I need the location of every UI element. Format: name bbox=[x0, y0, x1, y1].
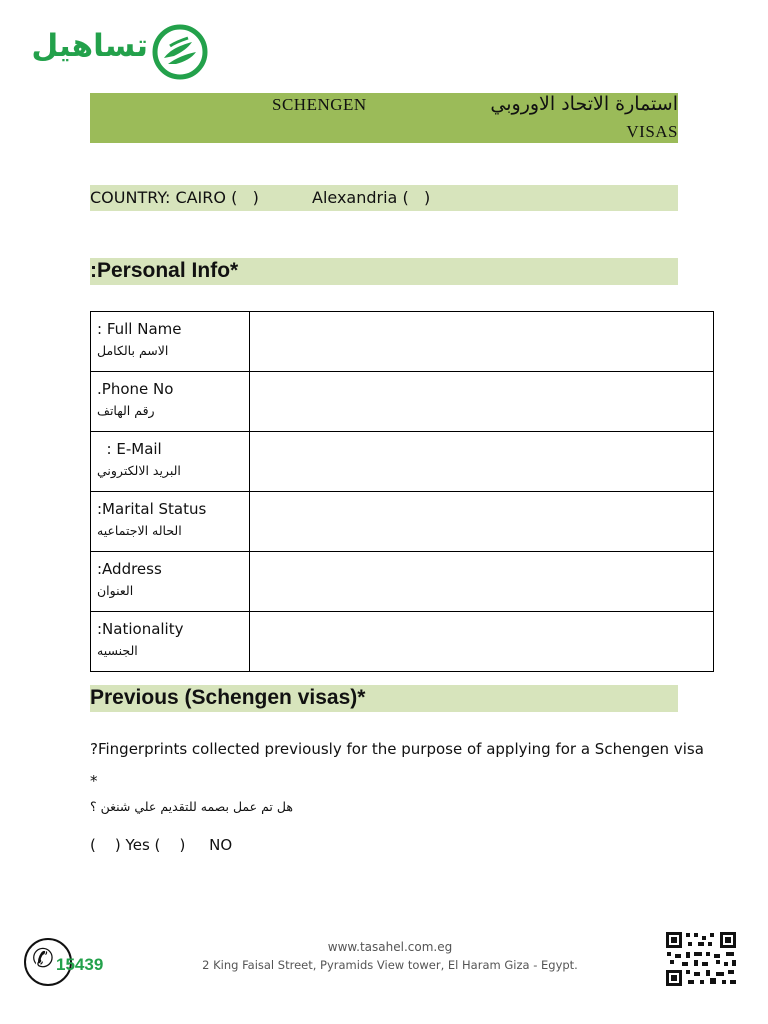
personal-info-band bbox=[90, 258, 678, 285]
qr-code-icon bbox=[664, 930, 738, 988]
table-row bbox=[91, 432, 714, 492]
label-english: .Phone No bbox=[97, 380, 174, 398]
table-row bbox=[91, 612, 714, 672]
label-arabic: الحاله الاجتماعيه bbox=[97, 523, 182, 538]
marital-status-field[interactable] bbox=[250, 492, 714, 552]
label-english: :Marital Status bbox=[97, 500, 207, 518]
phone-field[interactable] bbox=[250, 372, 714, 432]
label-english: :Nationality bbox=[97, 620, 184, 638]
country-alexandria-option[interactable]: Alexandria ( ) bbox=[312, 188, 431, 207]
label-english: : E-Mail bbox=[97, 440, 162, 458]
label-arabic: الجنسيه bbox=[97, 643, 138, 658]
nationality-field[interactable] bbox=[250, 612, 714, 672]
email-label bbox=[91, 432, 250, 492]
company-logo bbox=[31, 22, 216, 82]
table-row bbox=[91, 492, 714, 552]
marital-status-label bbox=[91, 492, 250, 552]
fingerprint-yes-no-options[interactable]: ( ) Yes ( ) NO bbox=[90, 836, 233, 854]
previous-visas-heading: Previous (Schengen visas)* bbox=[90, 686, 366, 709]
title-band bbox=[90, 93, 678, 143]
hotline bbox=[24, 938, 124, 986]
phone-icon: ✆ bbox=[32, 944, 54, 974]
personal-info-heading: :Personal Info* bbox=[90, 259, 239, 282]
title-english-line2: VISAS bbox=[626, 122, 678, 141]
table-row bbox=[91, 312, 714, 372]
address-field[interactable] bbox=[250, 552, 714, 612]
personal-info-table bbox=[90, 311, 714, 672]
label-arabic: رقم الهاتف bbox=[97, 403, 155, 418]
footer-address: 2 King Faisal Street, Pyramids View tower, El Haram Giza - Egypt. bbox=[202, 958, 578, 972]
fingerprint-question-arabic: هل تم عمل بصمه للتقديم علي شنغن ؟ bbox=[90, 799, 293, 814]
label-arabic: العنوان bbox=[97, 583, 134, 598]
full-name-label bbox=[91, 312, 250, 372]
address-label bbox=[91, 552, 250, 612]
table-row bbox=[91, 552, 714, 612]
title-arabic: استمارة الاتحاد الاوروبي bbox=[490, 93, 678, 115]
footer-website: www.tasahel.com.eg bbox=[327, 940, 453, 954]
title-english-line1: SCHENGEN bbox=[272, 95, 367, 114]
label-english: : Full Name bbox=[97, 320, 182, 338]
required-star: * bbox=[90, 772, 98, 790]
nationality-label bbox=[91, 612, 250, 672]
logo-text: تساهيل bbox=[31, 28, 148, 64]
full-name-field[interactable] bbox=[250, 312, 714, 372]
label-arabic: الاسم بالكامل bbox=[97, 343, 169, 358]
hotline-number: 15439 bbox=[56, 955, 104, 974]
table-row bbox=[91, 372, 714, 432]
fingerprint-question-english: ?Fingerprints collected previously for the purpose of applying for a Schengen visa bbox=[90, 740, 704, 758]
label-english: :Address bbox=[97, 560, 162, 578]
email-field[interactable] bbox=[250, 432, 714, 492]
country-cairo-option[interactable]: COUNTRY: CAIRO ( ) bbox=[90, 188, 259, 207]
hands-logo-icon bbox=[148, 24, 212, 80]
previous-visas-band bbox=[90, 685, 678, 712]
country-band bbox=[90, 185, 678, 211]
label-arabic: البريد الالكتروني bbox=[97, 463, 181, 478]
phone-label bbox=[91, 372, 250, 432]
